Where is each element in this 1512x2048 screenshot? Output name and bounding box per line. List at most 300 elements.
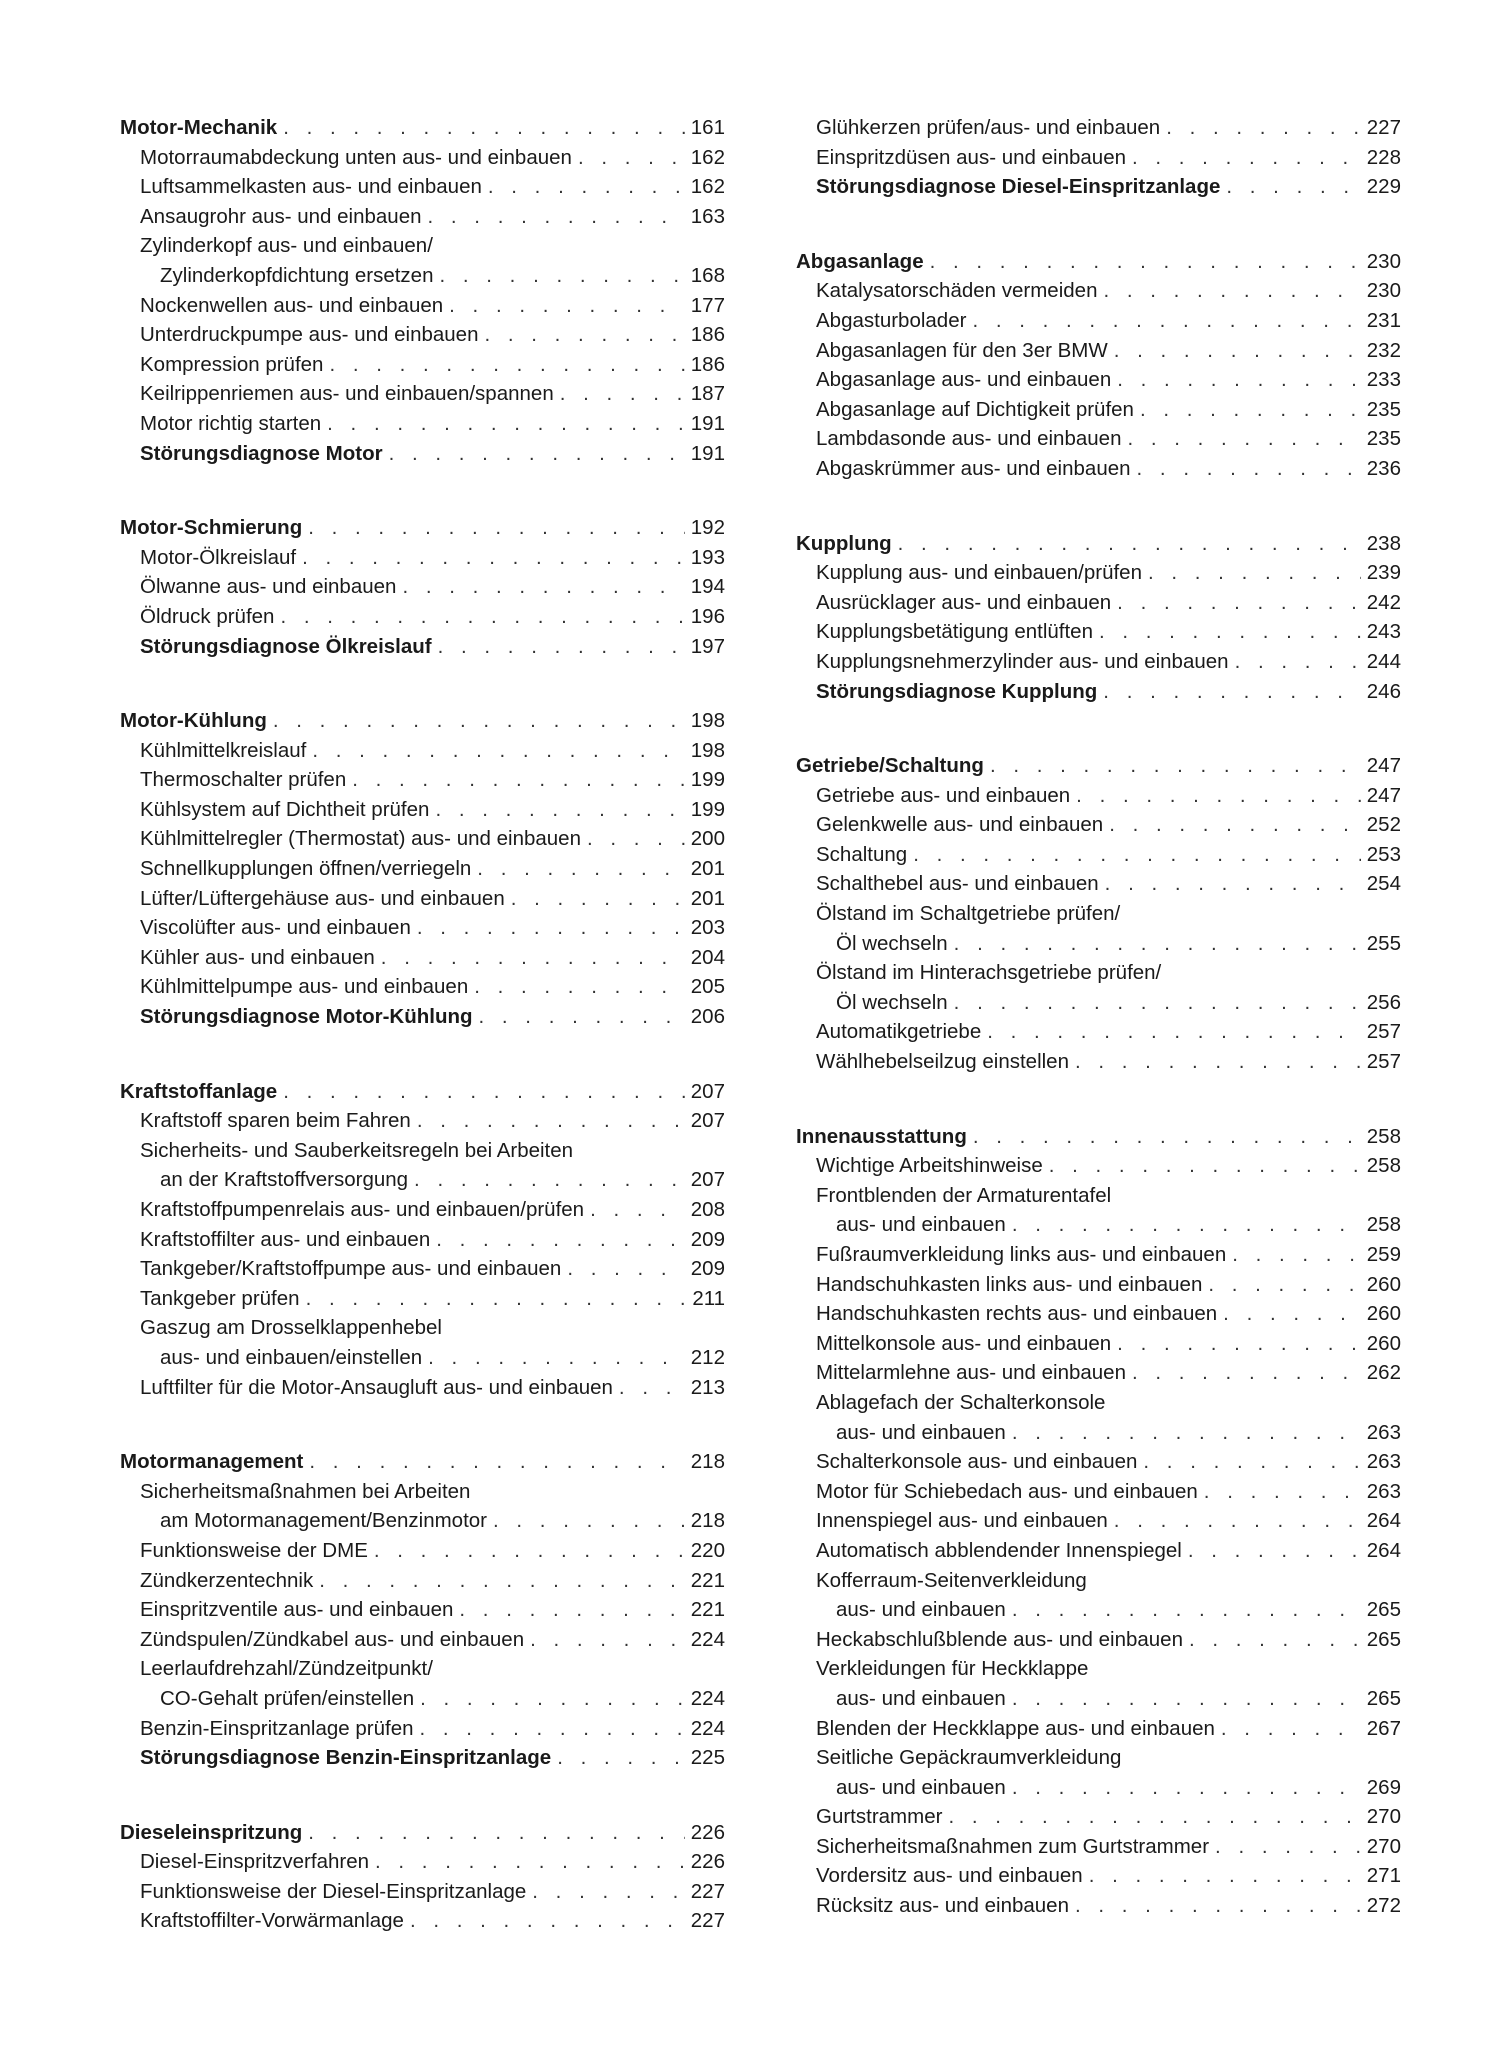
dot-leader bbox=[1226, 172, 1361, 202]
toc-entry-title: Zündspulen/Zündkabel aus- und einbauen bbox=[140, 1627, 525, 1651]
toc-entry[interactable] bbox=[120, 439, 725, 469]
toc-page-number: 243 bbox=[1366, 620, 1401, 644]
toc-page-number: 186 bbox=[690, 352, 725, 376]
toc-entry[interactable] bbox=[796, 899, 1401, 929]
toc-entry-title: Kupplung aus- und einbauen/prüfen bbox=[816, 561, 1142, 585]
dot-leader bbox=[1148, 558, 1361, 588]
toc-page-number: 259 bbox=[1366, 1243, 1401, 1266]
toc-entry[interactable] bbox=[796, 1773, 1401, 1803]
toc-entry[interactable] bbox=[120, 1002, 725, 1032]
toc-entry-title: Zylinderkopf aus- und einbauen/ bbox=[140, 234, 433, 258]
toc-entry-title: Schalterkonsole aus- und einbauen bbox=[816, 1450, 1138, 1474]
toc-entry[interactable] bbox=[796, 1566, 1401, 1596]
toc-entry[interactable] bbox=[796, 558, 1401, 588]
toc-entry-title: Handschuhkasten rechts aus- und einbauen bbox=[816, 1302, 1218, 1326]
toc-entry[interactable] bbox=[796, 1017, 1401, 1047]
dot-leader bbox=[493, 1506, 685, 1536]
toc-entry[interactable] bbox=[796, 1447, 1401, 1477]
toc-page-number: 253 bbox=[1366, 842, 1401, 866]
toc-entry[interactable] bbox=[796, 1595, 1401, 1625]
toc-entry-title: Viscolüfter aus- und einbauen bbox=[140, 916, 411, 940]
toc-entry[interactable] bbox=[796, 1329, 1401, 1359]
toc-page-number: 267 bbox=[1366, 1716, 1401, 1740]
toc-section-heading[interactable] bbox=[796, 751, 1401, 781]
toc-entry-title: Ölstand im Schaltgetriebe prüfen/ bbox=[816, 902, 1121, 926]
toc-entry-title: Einspritzdüsen aus- und einbauen bbox=[816, 145, 1126, 169]
toc-entry[interactable] bbox=[796, 1506, 1401, 1536]
toc-entry-title: Kühlmittelkreislauf bbox=[140, 738, 307, 762]
toc-entry[interactable] bbox=[120, 1877, 725, 1907]
toc-entry-title: Sicherheits- und Sauberkeitsregeln bei Arbeiten bbox=[140, 1138, 574, 1162]
toc-entry[interactable] bbox=[120, 1625, 725, 1655]
toc-page-number: 208 bbox=[690, 1198, 725, 1221]
dot-leader bbox=[898, 529, 1361, 559]
toc-page-number: 258 bbox=[1366, 1124, 1401, 1148]
toc-entry-title: CO-Gehalt prüfen/einstellen bbox=[160, 1686, 415, 1710]
toc-page-number: 260 bbox=[1366, 1272, 1401, 1296]
dot-leader bbox=[1132, 143, 1361, 173]
toc-entry-title: Abgaskrümmer aus- und einbauen bbox=[816, 456, 1131, 480]
toc-entry[interactable] bbox=[796, 810, 1401, 840]
dot-leader bbox=[484, 320, 685, 350]
toc-entry-title: Innenausstattung bbox=[796, 1124, 967, 1148]
toc-entry-title: Gurtstrammer bbox=[816, 1805, 943, 1829]
toc-entry[interactable] bbox=[796, 276, 1401, 306]
toc-page-number: 231 bbox=[1366, 308, 1401, 332]
toc-entry-title: Sicherheitsmaßnahmen bei Arbeiten bbox=[140, 1479, 471, 1503]
toc-page-number: 227 bbox=[690, 1879, 725, 1903]
dot-leader bbox=[283, 1077, 685, 1107]
toc-entry[interactable] bbox=[120, 602, 725, 632]
dot-leader bbox=[428, 1343, 685, 1373]
dot-leader bbox=[1188, 1536, 1361, 1566]
toc-entry-title: Zündkerzentechnik bbox=[140, 1568, 314, 1592]
toc-entry[interactable] bbox=[120, 320, 725, 350]
toc-entry[interactable] bbox=[120, 1136, 725, 1166]
toc-entry-title: Luftsammelkasten aus- und einbauen bbox=[140, 175, 482, 199]
toc-entry[interactable] bbox=[796, 1047, 1401, 1077]
toc-page-number: 265 bbox=[1366, 1627, 1401, 1651]
toc-entry-title: aus- und einbauen bbox=[836, 1686, 1006, 1710]
toc-entry-title: Wählhebelseilzug einstellen bbox=[816, 1050, 1069, 1074]
toc-entry[interactable] bbox=[120, 884, 725, 914]
toc-entry[interactable] bbox=[120, 972, 725, 1002]
toc-entry[interactable] bbox=[120, 1536, 725, 1566]
toc-entry[interactable] bbox=[120, 350, 725, 380]
toc-entry-title: Gelenkwelle aus- und einbauen bbox=[816, 813, 1104, 837]
dot-leader bbox=[420, 1684, 685, 1714]
toc-entry[interactable] bbox=[796, 647, 1401, 677]
toc-entry-title: Fußraumverkleidung links aus- und einbauen bbox=[816, 1243, 1227, 1266]
toc-page-number: 260 bbox=[1366, 1302, 1401, 1326]
toc-entry[interactable] bbox=[120, 1195, 725, 1225]
dot-leader bbox=[449, 291, 685, 321]
toc-page-number: 221 bbox=[690, 1598, 725, 1622]
toc-page-number: 207 bbox=[690, 1168, 725, 1192]
toc-section-continued bbox=[796, 113, 1401, 202]
dot-leader bbox=[954, 988, 1361, 1018]
toc-section-dieseleinspritzung bbox=[120, 1818, 725, 1936]
toc-left-column bbox=[120, 113, 725, 1936]
toc-entry-title: Kraftstoffpumpenrelais aus- und einbauen/prüfen bbox=[140, 1198, 585, 1221]
toc-entry[interactable] bbox=[120, 1684, 725, 1714]
toc-entry[interactable] bbox=[796, 1861, 1401, 1891]
toc-entry[interactable] bbox=[796, 840, 1401, 870]
toc-entry-title: Tankgeber/Kraftstoffpumpe aus- und einbauen bbox=[140, 1257, 562, 1281]
dot-leader bbox=[560, 379, 685, 409]
toc-section-innenausstattung bbox=[796, 1122, 1401, 1921]
toc-entry-title: Motor-Mechanik bbox=[120, 116, 278, 139]
toc-entry[interactable] bbox=[120, 1165, 725, 1195]
toc-entry[interactable] bbox=[796, 617, 1401, 647]
toc-entry[interactable] bbox=[796, 1210, 1401, 1240]
dot-leader bbox=[1075, 1047, 1361, 1077]
toc-page-number: 221 bbox=[690, 1568, 725, 1592]
toc-entry-title: Gaszug am Drosselklappenhebel bbox=[140, 1316, 442, 1340]
toc-entry[interactable] bbox=[796, 336, 1401, 366]
section-spacer bbox=[796, 1077, 1401, 1122]
toc-section-heading[interactable] bbox=[796, 247, 1401, 277]
toc-entry-title: aus- und einbauen bbox=[836, 1420, 1006, 1444]
toc-page-number: 225 bbox=[690, 1746, 725, 1770]
dot-leader bbox=[474, 972, 685, 1002]
toc-page-number: 254 bbox=[1366, 872, 1401, 896]
toc-entry[interactable] bbox=[120, 1714, 725, 1744]
toc-entry[interactable] bbox=[120, 913, 725, 943]
toc-entry[interactable] bbox=[120, 1106, 725, 1136]
toc-entry[interactable] bbox=[120, 1477, 725, 1507]
toc-page-number: 192 bbox=[690, 516, 725, 540]
toc-entry[interactable] bbox=[120, 1847, 725, 1877]
toc-entry-title: Ausrücklager aus- und einbauen bbox=[816, 590, 1112, 614]
toc-section-heading[interactable] bbox=[796, 1122, 1401, 1152]
toc-entry-title: Lambdasonde aus- und einbauen bbox=[816, 427, 1122, 451]
toc-entry-title: Einspritzventile aus- und einbauen bbox=[140, 1598, 454, 1622]
toc-entry[interactable] bbox=[796, 1536, 1401, 1566]
toc-section-heading[interactable] bbox=[120, 113, 725, 143]
toc-section-kupplung bbox=[796, 529, 1401, 707]
toc-entry-title: Motor richtig starten bbox=[140, 411, 322, 435]
toc-entry[interactable] bbox=[796, 588, 1401, 618]
toc-entry[interactable] bbox=[120, 543, 725, 573]
toc-entry[interactable] bbox=[120, 1313, 725, 1343]
toc-page-number: 264 bbox=[1366, 1538, 1401, 1562]
toc-page-number: 201 bbox=[690, 857, 725, 881]
dot-leader bbox=[283, 113, 685, 143]
dot-leader bbox=[302, 543, 685, 573]
toc-entry-title: Sicherheitsmaßnahmen zum Gurtstrammer bbox=[816, 1834, 1210, 1858]
toc-entry[interactable] bbox=[120, 632, 725, 662]
section-spacer bbox=[796, 484, 1401, 529]
dot-leader bbox=[948, 1802, 1361, 1832]
dot-leader bbox=[972, 306, 1361, 336]
dot-leader bbox=[1221, 1714, 1361, 1744]
toc-entry[interactable] bbox=[120, 1595, 725, 1625]
toc-page-number: 262 bbox=[1366, 1361, 1401, 1385]
toc-entry-title: Luftfilter für die Motor-Ansaugluft aus- und einbauen bbox=[140, 1375, 613, 1399]
toc-page-number: 272 bbox=[1366, 1894, 1401, 1918]
toc-entry-title: Kühlmittelpumpe aus- und einbauen bbox=[140, 975, 469, 999]
toc-page-number: 224 bbox=[690, 1627, 725, 1651]
toc-entry[interactable] bbox=[120, 379, 725, 409]
dot-leader bbox=[389, 439, 685, 469]
dot-leader bbox=[1105, 869, 1361, 899]
toc-page-number: 211 bbox=[692, 1286, 725, 1310]
dot-leader bbox=[511, 884, 685, 914]
dot-leader bbox=[440, 261, 686, 291]
toc-entry[interactable] bbox=[120, 1225, 725, 1255]
toc-page-number: 242 bbox=[1366, 590, 1401, 614]
toc-page-number: 265 bbox=[1366, 1686, 1401, 1710]
toc-entry[interactable] bbox=[796, 781, 1401, 811]
toc-entry-title: Schaltung bbox=[816, 842, 908, 866]
toc-entry[interactable] bbox=[796, 1832, 1401, 1862]
toc-page-number: 226 bbox=[690, 1850, 725, 1874]
toc-entry-title: Unterdruckpumpe aus- und einbauen bbox=[140, 323, 479, 347]
toc-entry[interactable] bbox=[796, 1388, 1401, 1418]
toc-entry[interactable] bbox=[796, 143, 1401, 173]
section-spacer bbox=[120, 1402, 725, 1447]
dot-leader bbox=[479, 1002, 685, 1032]
toc-page-number: 270 bbox=[1366, 1834, 1401, 1858]
toc-entry[interactable] bbox=[120, 854, 725, 884]
toc-entry-title: Motormanagement bbox=[120, 1450, 304, 1474]
toc-entry[interactable] bbox=[120, 1654, 725, 1684]
toc-entry-title: an der Kraftstoffversorgung bbox=[160, 1168, 409, 1192]
toc-page-number: 263 bbox=[1366, 1420, 1401, 1444]
toc-entry[interactable] bbox=[120, 1343, 725, 1373]
toc-entry-title: Getriebe/Schaltung bbox=[796, 754, 984, 778]
dot-leader bbox=[1223, 1299, 1361, 1329]
toc-entry[interactable] bbox=[796, 1240, 1401, 1270]
toc-entry-title: Ölwanne aus- und einbauen bbox=[140, 575, 397, 599]
dot-leader bbox=[420, 1714, 686, 1744]
toc-page-number: 205 bbox=[690, 975, 725, 999]
toc-entry[interactable] bbox=[796, 395, 1401, 425]
toc-entry-title: Keilrippenriemen aus- und einbauen/spannen bbox=[140, 382, 554, 406]
toc-entry[interactable] bbox=[796, 1625, 1401, 1655]
toc-entry[interactable] bbox=[796, 1151, 1401, 1181]
toc-page-number: 203 bbox=[690, 916, 725, 940]
toc-section-motormanagement bbox=[120, 1447, 725, 1773]
dot-leader bbox=[1215, 1832, 1361, 1862]
dot-leader bbox=[410, 1906, 685, 1936]
dot-leader bbox=[381, 943, 685, 973]
toc-entry-title: Kühlmittelregler (Thermostat) aus- und einbauen bbox=[140, 827, 581, 851]
toc-entry[interactable] bbox=[796, 1270, 1401, 1300]
toc-page-number: 228 bbox=[1366, 145, 1401, 169]
toc-entry[interactable] bbox=[796, 1714, 1401, 1744]
dot-leader bbox=[438, 632, 685, 662]
dot-leader bbox=[1099, 617, 1361, 647]
toc-entry[interactable] bbox=[120, 1566, 725, 1596]
toc-entry[interactable] bbox=[796, 958, 1401, 988]
dot-leader bbox=[1103, 276, 1361, 306]
dot-leader bbox=[987, 1017, 1361, 1047]
dot-leader bbox=[1012, 1595, 1361, 1625]
toc-entry-title: Öldruck prüfen bbox=[140, 604, 275, 628]
toc-entry-title: Öl wechseln bbox=[836, 990, 948, 1014]
toc-page-number: 247 bbox=[1366, 783, 1401, 807]
toc-entry[interactable] bbox=[796, 454, 1401, 484]
toc-entry-title: Benzin-Einspritzanlage prüfen bbox=[140, 1716, 414, 1740]
toc-entry[interactable] bbox=[120, 409, 725, 439]
toc-entry-title: Störungsdiagnose Diesel-Einspritzanlage bbox=[816, 175, 1221, 199]
toc-entry[interactable] bbox=[796, 1477, 1401, 1507]
toc-section-heading[interactable] bbox=[120, 1818, 725, 1848]
dot-leader bbox=[308, 513, 685, 543]
toc-entry-title: Innenspiegel aus- und einbauen bbox=[816, 1509, 1108, 1533]
toc-entry[interactable] bbox=[120, 261, 725, 291]
toc-entry-title: Wichtige Arbeitshinweise bbox=[816, 1154, 1043, 1178]
toc-section-heading[interactable] bbox=[120, 513, 725, 543]
dot-leader bbox=[954, 929, 1361, 959]
toc-entry-title: Öl wechseln bbox=[836, 931, 948, 955]
toc-page-number: 252 bbox=[1366, 813, 1401, 837]
toc-entry[interactable] bbox=[120, 824, 725, 854]
toc-page-number: 255 bbox=[1366, 931, 1401, 955]
toc-entry[interactable] bbox=[120, 231, 725, 261]
dot-leader bbox=[1114, 336, 1361, 366]
toc-page-number: 265 bbox=[1366, 1598, 1401, 1622]
toc-page-number: 226 bbox=[690, 1820, 725, 1844]
dot-leader bbox=[1189, 1625, 1361, 1655]
toc-entry-title: aus- und einbauen/einstellen bbox=[160, 1345, 423, 1369]
toc-page-number: 177 bbox=[690, 293, 725, 317]
toc-entry-title: Schalthebel aus- und einbauen bbox=[816, 872, 1099, 896]
dot-leader bbox=[374, 1536, 685, 1566]
toc-page-number: 209 bbox=[690, 1257, 725, 1281]
toc-page-number: 270 bbox=[1366, 1805, 1401, 1829]
toc-entry[interactable] bbox=[796, 869, 1401, 899]
toc-entry[interactable] bbox=[796, 929, 1401, 959]
toc-page-number: 257 bbox=[1366, 1020, 1401, 1044]
toc-entry[interactable] bbox=[120, 1254, 725, 1284]
dot-leader bbox=[930, 247, 1361, 277]
toc-page-number: 193 bbox=[690, 545, 725, 569]
toc-section-motor-schmierung bbox=[120, 513, 725, 661]
toc-entry[interactable] bbox=[120, 1743, 725, 1773]
toc-page-number: 204 bbox=[690, 945, 725, 969]
toc-entry[interactable] bbox=[796, 1181, 1401, 1211]
dot-leader bbox=[435, 795, 685, 825]
toc-entry[interactable] bbox=[120, 736, 725, 766]
toc-entry-title: Kraftstoff sparen beim Fahren bbox=[140, 1109, 411, 1133]
toc-entry-title: Abgasanlage auf Dichtigkeit prüfen bbox=[816, 397, 1134, 421]
dot-leader bbox=[1012, 1773, 1361, 1803]
dot-leader bbox=[329, 350, 685, 380]
toc-section-heading[interactable] bbox=[120, 706, 725, 736]
section-spacer bbox=[120, 1032, 725, 1077]
toc-entry[interactable] bbox=[120, 1906, 725, 1936]
dot-leader bbox=[352, 765, 685, 795]
toc-entry-title: Kupplungsnehmerzylinder aus- und einbauen bbox=[816, 649, 1229, 673]
toc-page-number: 271 bbox=[1366, 1864, 1401, 1888]
toc-page-number: 256 bbox=[1366, 990, 1401, 1014]
dot-leader bbox=[1140, 395, 1361, 425]
toc-entry[interactable] bbox=[796, 1891, 1401, 1921]
toc-page-number: 213 bbox=[690, 1375, 725, 1399]
toc-entry[interactable] bbox=[120, 202, 725, 232]
toc-entry[interactable] bbox=[796, 113, 1401, 143]
toc-entry[interactable] bbox=[796, 1743, 1401, 1773]
toc-page-number: 232 bbox=[1366, 338, 1401, 362]
toc-entry[interactable] bbox=[796, 424, 1401, 454]
toc-page-number: 196 bbox=[690, 604, 725, 628]
dot-leader bbox=[1049, 1151, 1361, 1181]
toc-entry[interactable] bbox=[120, 291, 725, 321]
toc-entry-title: Kraftstoffilter-Vorwärmanlage bbox=[140, 1909, 404, 1933]
toc-entry-title: am Motormanagement/Benzinmotor bbox=[160, 1509, 488, 1533]
toc-page-number: 212 bbox=[690, 1345, 725, 1369]
toc-entry-title: Heckabschlußblende aus- und einbauen bbox=[816, 1627, 1183, 1651]
toc-entry[interactable] bbox=[796, 1684, 1401, 1714]
toc-section-heading[interactable] bbox=[796, 529, 1401, 559]
toc-entry[interactable] bbox=[120, 1284, 725, 1314]
toc-page-number: 207 bbox=[690, 1079, 725, 1103]
toc-section-heading[interactable] bbox=[120, 1447, 725, 1477]
toc-page-number: 235 bbox=[1366, 427, 1401, 451]
toc-entry[interactable] bbox=[120, 943, 725, 973]
toc-page-number: 229 bbox=[1366, 175, 1401, 199]
toc-page-number: 247 bbox=[1366, 754, 1401, 778]
toc-entry-title: Rücksitz aus- und einbauen bbox=[816, 1894, 1069, 1918]
toc-entry[interactable] bbox=[796, 988, 1401, 1018]
dot-leader bbox=[1137, 454, 1361, 484]
toc-entry[interactable] bbox=[796, 677, 1401, 707]
toc-page-number: 230 bbox=[1366, 249, 1401, 273]
toc-entry[interactable] bbox=[796, 1802, 1401, 1832]
toc-entry[interactable] bbox=[120, 765, 725, 795]
toc-entry[interactable] bbox=[120, 1506, 725, 1536]
toc-entry-title: Katalysatorschäden vermeiden bbox=[816, 279, 1098, 303]
toc-entry[interactable] bbox=[796, 365, 1401, 395]
dot-leader bbox=[913, 840, 1361, 870]
toc-entry[interactable] bbox=[120, 795, 725, 825]
toc-page-number: 227 bbox=[690, 1909, 725, 1933]
toc-page-number: 220 bbox=[690, 1538, 725, 1562]
dot-leader bbox=[312, 736, 685, 766]
toc-entry[interactable] bbox=[796, 1358, 1401, 1388]
toc-entry-title: Frontblenden der Armaturentafel bbox=[816, 1183, 1112, 1207]
toc-page-number: 263 bbox=[1366, 1450, 1401, 1474]
section-spacer bbox=[120, 661, 725, 706]
toc-page-number: 198 bbox=[690, 738, 725, 762]
toc-entry[interactable] bbox=[796, 1299, 1401, 1329]
toc-entry-title: Schnellkupplungen öffnen/verriegeln bbox=[140, 857, 472, 881]
toc-entry[interactable] bbox=[796, 172, 1401, 202]
toc-entry[interactable] bbox=[120, 572, 725, 602]
toc-entry[interactable] bbox=[120, 1373, 725, 1403]
toc-entry[interactable] bbox=[796, 306, 1401, 336]
section-spacer bbox=[796, 706, 1401, 751]
toc-entry-title: Motor-Schmierung bbox=[120, 516, 303, 540]
toc-entry-title: Abgasanlagen für den 3er BMW bbox=[816, 338, 1108, 362]
toc-entry[interactable] bbox=[796, 1418, 1401, 1448]
toc-entry[interactable] bbox=[120, 143, 725, 173]
toc-entry-title: Glühkerzen prüfen/aus- und einbauen bbox=[816, 116, 1161, 139]
toc-entry-title: Verkleidungen für Heckklappe bbox=[816, 1657, 1089, 1681]
toc-page-number: 194 bbox=[690, 575, 725, 599]
dot-leader bbox=[1103, 677, 1361, 707]
toc-entry-title: aus- und einbauen bbox=[836, 1598, 1006, 1622]
toc-entry[interactable] bbox=[796, 1654, 1401, 1684]
dot-leader bbox=[567, 1254, 685, 1284]
toc-page-number: 258 bbox=[1366, 1154, 1401, 1178]
dot-leader bbox=[1012, 1210, 1361, 1240]
toc-section-heading[interactable] bbox=[120, 1077, 725, 1107]
toc-entry[interactable] bbox=[120, 172, 725, 202]
